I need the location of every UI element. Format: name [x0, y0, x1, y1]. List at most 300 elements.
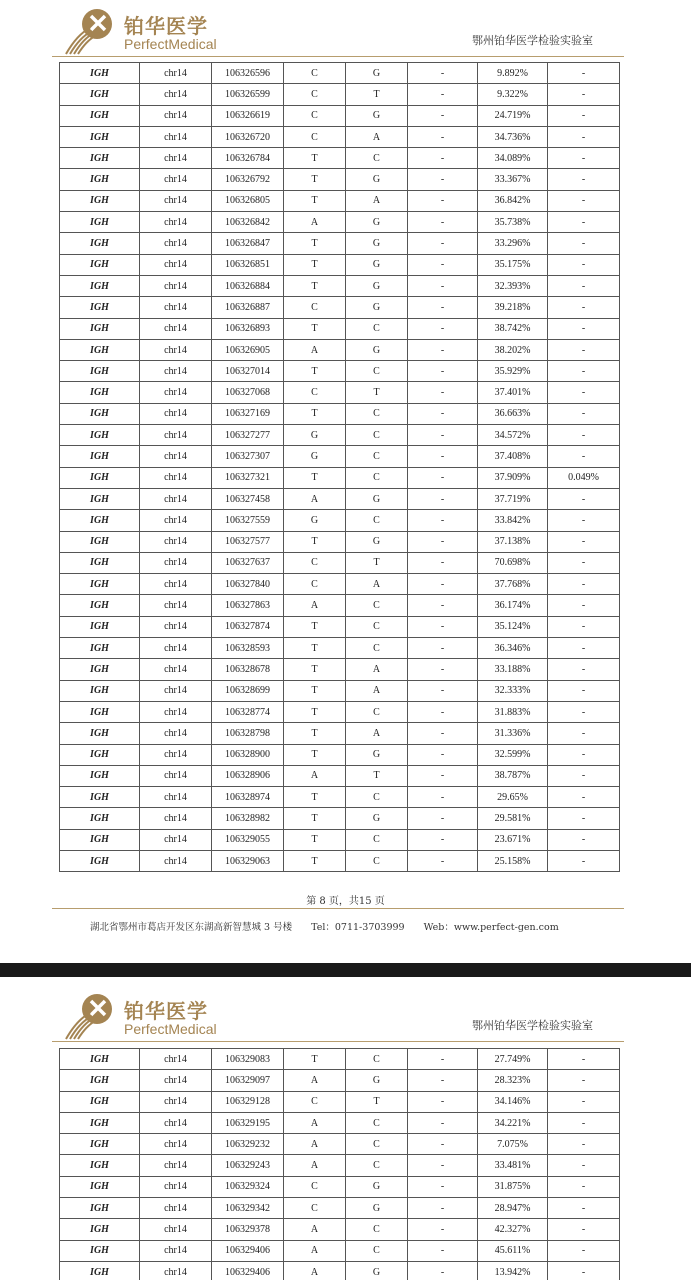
- table-row: [60, 126, 620, 147]
- ref-base-cell: C: [284, 382, 346, 403]
- annotation-cell: -: [408, 297, 478, 318]
- frequency-cell: 32.599%: [478, 744, 548, 765]
- table-row: [60, 1134, 620, 1155]
- alt-base-cell: G: [346, 1198, 408, 1219]
- annotation-cell: -: [408, 829, 478, 850]
- position-cell: 106329342: [212, 1198, 284, 1219]
- page-number: 第 8 页，共15 页: [306, 896, 385, 907]
- table-row: [60, 382, 620, 403]
- position-cell: 106328774: [212, 701, 284, 722]
- population-freq-cell: -: [548, 361, 620, 382]
- table-row: [60, 339, 620, 360]
- alt-base-cell: A: [346, 659, 408, 680]
- gene-cell: IGH: [60, 1176, 140, 1197]
- population-freq-cell: -: [548, 190, 620, 211]
- position-cell: 106327863: [212, 595, 284, 616]
- table-row: [60, 233, 620, 254]
- frequency-cell: 34.146%: [478, 1091, 548, 1112]
- gene-cell: IGH: [60, 829, 140, 850]
- ref-base-cell: C: [284, 84, 346, 105]
- gene-cell: IGH: [60, 1049, 140, 1070]
- population-freq-cell: -: [548, 297, 620, 318]
- chromosome-cell: chr14: [140, 297, 212, 318]
- chromosome-cell: chr14: [140, 510, 212, 531]
- alt-base-cell: C: [346, 829, 408, 850]
- position-cell: 106329097: [212, 1070, 284, 1091]
- table-row: [60, 105, 620, 126]
- gene-cell: IGH: [60, 510, 140, 531]
- chromosome-cell: chr14: [140, 1112, 212, 1133]
- position-cell: 106327840: [212, 574, 284, 595]
- population-freq-cell: -: [548, 1049, 620, 1070]
- population-freq-cell: -: [548, 1219, 620, 1240]
- population-freq-cell: -: [548, 84, 620, 105]
- annotation-cell: -: [408, 446, 478, 467]
- gene-cell: IGH: [60, 84, 140, 105]
- chromosome-cell: chr14: [140, 126, 212, 147]
- perfect-medical-logo-icon: [64, 991, 122, 1041]
- frequency-cell: 34.572%: [478, 425, 548, 446]
- gene-cell: IGH: [60, 105, 140, 126]
- position-cell: 106329324: [212, 1176, 284, 1197]
- population-freq-cell: -: [548, 403, 620, 424]
- alt-base-cell: G: [346, 1176, 408, 1197]
- gene-cell: IGH: [60, 1155, 140, 1176]
- gene-cell: IGH: [60, 169, 140, 190]
- table-row: [60, 63, 620, 84]
- alt-base-cell: C: [346, 1240, 408, 1261]
- gene-cell: IGH: [60, 339, 140, 360]
- frequency-cell: 33.296%: [478, 233, 548, 254]
- ref-base-cell: T: [284, 1049, 346, 1070]
- gene-cell: IGH: [60, 361, 140, 382]
- ref-base-cell: C: [284, 126, 346, 147]
- table-row: [60, 723, 620, 744]
- logo-english-name: PerfectMedical: [124, 1021, 217, 1037]
- table-row: [60, 659, 620, 680]
- alt-base-cell: C: [346, 1219, 408, 1240]
- gene-cell: IGH: [60, 1070, 140, 1091]
- frequency-cell: 13.942%: [478, 1261, 548, 1280]
- position-cell: 106326884: [212, 275, 284, 296]
- alt-base-cell: G: [346, 275, 408, 296]
- table-row: [60, 850, 620, 871]
- frequency-cell: 25.158%: [478, 850, 548, 871]
- alt-base-cell: T: [346, 382, 408, 403]
- annotation-cell: -: [408, 105, 478, 126]
- annotation-cell: -: [408, 531, 478, 552]
- gene-cell: IGH: [60, 595, 140, 616]
- population-freq-cell: -: [548, 808, 620, 829]
- table-row: [60, 148, 620, 169]
- population-freq-cell: -: [548, 126, 620, 147]
- position-cell: 106329406: [212, 1261, 284, 1280]
- ref-base-cell: T: [284, 829, 346, 850]
- frequency-cell: 36.663%: [478, 403, 548, 424]
- population-freq-cell: -: [548, 318, 620, 339]
- population-freq-cell: -: [548, 1091, 620, 1112]
- alt-base-cell: C: [346, 361, 408, 382]
- frequency-cell: 36.174%: [478, 595, 548, 616]
- gene-cell: IGH: [60, 638, 140, 659]
- gene-cell: IGH: [60, 1112, 140, 1133]
- ref-base-cell: T: [284, 190, 346, 211]
- footer-contact: [90, 919, 575, 933]
- chromosome-cell: chr14: [140, 190, 212, 211]
- table-row: [60, 680, 620, 701]
- chromosome-cell: chr14: [140, 1155, 212, 1176]
- alt-base-cell: C: [346, 446, 408, 467]
- ref-base-cell: T: [284, 616, 346, 637]
- frequency-cell: 31.883%: [478, 701, 548, 722]
- ref-base-cell: T: [284, 148, 346, 169]
- gene-cell: IGH: [60, 318, 140, 339]
- annotation-cell: -: [408, 339, 478, 360]
- population-freq-cell: -: [548, 787, 620, 808]
- gene-cell: IGH: [60, 1198, 140, 1219]
- gene-cell: IGH: [60, 148, 140, 169]
- gene-cell: IGH: [60, 701, 140, 722]
- annotation-cell: -: [408, 233, 478, 254]
- frequency-cell: 38.742%: [478, 318, 548, 339]
- ref-base-cell: T: [284, 275, 346, 296]
- alt-base-cell: G: [346, 169, 408, 190]
- position-cell: 106328699: [212, 680, 284, 701]
- gene-cell: IGH: [60, 574, 140, 595]
- frequency-cell: 23.671%: [478, 829, 548, 850]
- table-row: [60, 275, 620, 296]
- chromosome-cell: chr14: [140, 850, 212, 871]
- position-cell: 106327014: [212, 361, 284, 382]
- table-row: [60, 297, 620, 318]
- annotation-cell: -: [408, 361, 478, 382]
- alt-base-cell: C: [346, 510, 408, 531]
- alt-base-cell: A: [346, 126, 408, 147]
- footer-tel: Tel：0711-3703999: [311, 922, 405, 933]
- position-cell: 106328974: [212, 787, 284, 808]
- position-cell: 106326792: [212, 169, 284, 190]
- ref-base-cell: T: [284, 169, 346, 190]
- chromosome-cell: chr14: [140, 467, 212, 488]
- ref-base-cell: C: [284, 574, 346, 595]
- alt-base-cell: G: [346, 233, 408, 254]
- gene-cell: IGH: [60, 850, 140, 871]
- annotation-cell: -: [408, 1198, 478, 1219]
- frequency-cell: 35.124%: [478, 616, 548, 637]
- annotation-cell: -: [408, 1134, 478, 1155]
- annotation-cell: -: [408, 318, 478, 339]
- population-freq-cell: -: [548, 254, 620, 275]
- frequency-cell: 37.909%: [478, 467, 548, 488]
- annotation-cell: -: [408, 574, 478, 595]
- frequency-cell: 27.749%: [478, 1049, 548, 1070]
- gene-cell: IGH: [60, 190, 140, 211]
- ref-base-cell: A: [284, 1112, 346, 1133]
- chromosome-cell: chr14: [140, 1176, 212, 1197]
- population-freq-cell: -: [548, 680, 620, 701]
- ref-base-cell: C: [284, 63, 346, 84]
- position-cell: 106327277: [212, 425, 284, 446]
- gene-cell: IGH: [60, 254, 140, 275]
- chromosome-cell: chr14: [140, 1261, 212, 1280]
- chromosome-cell: chr14: [140, 403, 212, 424]
- population-freq-cell: -: [548, 488, 620, 509]
- table-row: [60, 616, 620, 637]
- chromosome-cell: chr14: [140, 723, 212, 744]
- population-freq-cell: -: [548, 552, 620, 573]
- annotation-cell: -: [408, 84, 478, 105]
- table-row: [60, 510, 620, 531]
- ref-base-cell: T: [284, 659, 346, 680]
- population-freq-cell: -: [548, 63, 620, 84]
- table-row: [60, 1219, 620, 1240]
- table-row: [60, 361, 620, 382]
- alt-base-cell: C: [346, 1134, 408, 1155]
- table-row: [60, 531, 620, 552]
- population-freq-cell: -: [548, 233, 620, 254]
- annotation-cell: -: [408, 616, 478, 637]
- ref-base-cell: A: [284, 1219, 346, 1240]
- frequency-cell: 45.611%: [478, 1240, 548, 1261]
- annotation-cell: -: [408, 275, 478, 296]
- company-logo: [64, 6, 224, 56]
- population-freq-cell: -: [548, 169, 620, 190]
- ref-base-cell: T: [284, 680, 346, 701]
- gene-cell: IGH: [60, 403, 140, 424]
- annotation-cell: -: [408, 595, 478, 616]
- population-freq-cell: -: [548, 595, 620, 616]
- frequency-cell: 31.875%: [478, 1176, 548, 1197]
- position-cell: 106326847: [212, 233, 284, 254]
- ref-base-cell: T: [284, 531, 346, 552]
- logo-chinese-name: 铂华医学: [124, 999, 208, 1023]
- frequency-cell: 9.892%: [478, 63, 548, 84]
- population-freq-cell: -: [548, 638, 620, 659]
- annotation-cell: -: [408, 148, 478, 169]
- frequency-cell: 38.202%: [478, 339, 548, 360]
- chromosome-cell: chr14: [140, 808, 212, 829]
- alt-base-cell: C: [346, 403, 408, 424]
- alt-base-cell: C: [346, 318, 408, 339]
- position-cell: 106327321: [212, 467, 284, 488]
- annotation-cell: -: [408, 126, 478, 147]
- ref-base-cell: T: [284, 744, 346, 765]
- ref-base-cell: C: [284, 105, 346, 126]
- position-cell: 106329378: [212, 1219, 284, 1240]
- population-freq-cell: -: [548, 425, 620, 446]
- gene-cell: IGH: [60, 467, 140, 488]
- population-freq-cell: -: [548, 510, 620, 531]
- annotation-cell: -: [408, 1112, 478, 1133]
- gene-cell: IGH: [60, 552, 140, 573]
- alt-base-cell: A: [346, 190, 408, 211]
- annotation-cell: -: [408, 169, 478, 190]
- perfect-medical-logo-icon: [64, 6, 122, 56]
- frequency-cell: 38.787%: [478, 765, 548, 786]
- table-row: [60, 425, 620, 446]
- position-cell: 106327874: [212, 616, 284, 637]
- gene-cell: IGH: [60, 1261, 140, 1280]
- gene-cell: IGH: [60, 616, 140, 637]
- company-logo: [64, 991, 224, 1041]
- gene-cell: IGH: [60, 787, 140, 808]
- lab-name: 鄂州铂华医学检验实验室: [472, 1019, 593, 1032]
- table-row: [60, 765, 620, 786]
- alt-base-cell: C: [346, 467, 408, 488]
- chromosome-cell: chr14: [140, 361, 212, 382]
- gene-cell: IGH: [60, 744, 140, 765]
- position-cell: 106329195: [212, 1112, 284, 1133]
- alt-base-cell: G: [346, 297, 408, 318]
- ref-base-cell: T: [284, 233, 346, 254]
- alt-base-cell: A: [346, 574, 408, 595]
- population-freq-cell: -: [548, 1155, 620, 1176]
- population-freq-cell: -: [548, 1261, 620, 1280]
- gene-cell: IGH: [60, 425, 140, 446]
- ref-base-cell: T: [284, 467, 346, 488]
- table-row: [60, 787, 620, 808]
- table-row: [60, 403, 620, 424]
- frequency-cell: 37.138%: [478, 531, 548, 552]
- population-freq-cell: -: [548, 616, 620, 637]
- frequency-cell: 34.221%: [478, 1112, 548, 1133]
- chromosome-cell: chr14: [140, 531, 212, 552]
- position-cell: 106326619: [212, 105, 284, 126]
- alt-base-cell: C: [346, 850, 408, 871]
- gene-cell: IGH: [60, 126, 140, 147]
- position-cell: 106326805: [212, 190, 284, 211]
- chromosome-cell: chr14: [140, 1134, 212, 1155]
- population-freq-cell: -: [548, 850, 620, 871]
- ref-base-cell: C: [284, 297, 346, 318]
- frequency-cell: 33.367%: [478, 169, 548, 190]
- alt-base-cell: T: [346, 765, 408, 786]
- frequency-cell: 33.481%: [478, 1155, 548, 1176]
- lab-name: 鄂州铂华医学检验实验室: [472, 34, 593, 47]
- frequency-cell: 37.719%: [478, 488, 548, 509]
- ref-base-cell: A: [284, 1070, 346, 1091]
- population-freq-cell: -: [548, 339, 620, 360]
- gene-cell: IGH: [60, 723, 140, 744]
- population-freq-cell: -: [548, 446, 620, 467]
- population-freq-cell: -: [548, 212, 620, 233]
- gene-cell: IGH: [60, 1240, 140, 1261]
- alt-base-cell: A: [346, 723, 408, 744]
- table-row: [60, 1176, 620, 1197]
- table-row: [60, 595, 620, 616]
- population-freq-cell: -: [548, 1176, 620, 1197]
- position-cell: 106327068: [212, 382, 284, 403]
- ref-base-cell: T: [284, 701, 346, 722]
- alt-base-cell: G: [346, 254, 408, 275]
- chromosome-cell: chr14: [140, 829, 212, 850]
- ref-base-cell: T: [284, 850, 346, 871]
- chromosome-cell: chr14: [140, 680, 212, 701]
- alt-base-cell: C: [346, 148, 408, 169]
- position-cell: 106328900: [212, 744, 284, 765]
- chromosome-cell: chr14: [140, 701, 212, 722]
- alt-base-cell: C: [346, 1112, 408, 1133]
- annotation-cell: -: [408, 808, 478, 829]
- ref-base-cell: T: [284, 318, 346, 339]
- position-cell: 106329243: [212, 1155, 284, 1176]
- alt-base-cell: G: [346, 488, 408, 509]
- position-cell: 106326596: [212, 63, 284, 84]
- chromosome-cell: chr14: [140, 233, 212, 254]
- position-cell: 106327577: [212, 531, 284, 552]
- position-cell: 106328798: [212, 723, 284, 744]
- frequency-cell: 35.929%: [478, 361, 548, 382]
- table-row: [60, 318, 620, 339]
- chromosome-cell: chr14: [140, 1240, 212, 1261]
- chromosome-cell: chr14: [140, 105, 212, 126]
- frequency-cell: 39.218%: [478, 297, 548, 318]
- gene-cell: IGH: [60, 488, 140, 509]
- ref-base-cell: C: [284, 1091, 346, 1112]
- table-row: [60, 552, 620, 573]
- gene-cell: IGH: [60, 297, 140, 318]
- chromosome-cell: chr14: [140, 1070, 212, 1091]
- ref-base-cell: T: [284, 254, 346, 275]
- logo-english-name: PerfectMedical: [124, 36, 217, 52]
- ref-base-cell: T: [284, 723, 346, 744]
- alt-base-cell: G: [346, 808, 408, 829]
- ref-base-cell: G: [284, 446, 346, 467]
- annotation-cell: -: [408, 510, 478, 531]
- header-divider: [52, 56, 624, 57]
- ref-base-cell: T: [284, 361, 346, 382]
- ref-base-cell: C: [284, 1176, 346, 1197]
- frequency-cell: 36.346%: [478, 638, 548, 659]
- table-row: [60, 808, 620, 829]
- table-row: [60, 467, 620, 488]
- table-row: [60, 190, 620, 211]
- ref-base-cell: A: [284, 595, 346, 616]
- position-cell: 106329232: [212, 1134, 284, 1155]
- ref-base-cell: C: [284, 552, 346, 573]
- alt-base-cell: T: [346, 1091, 408, 1112]
- gene-cell: IGH: [60, 531, 140, 552]
- position-cell: 106328678: [212, 659, 284, 680]
- gene-cell: IGH: [60, 275, 140, 296]
- chromosome-cell: chr14: [140, 339, 212, 360]
- annotation-cell: -: [408, 254, 478, 275]
- table-row: [60, 829, 620, 850]
- footer-divider: [52, 908, 624, 909]
- gene-cell: IGH: [60, 1091, 140, 1112]
- table-row: [60, 638, 620, 659]
- frequency-cell: 7.075%: [478, 1134, 548, 1155]
- chromosome-cell: chr14: [140, 744, 212, 765]
- alt-base-cell: G: [346, 63, 408, 84]
- population-freq-cell: -: [548, 1112, 620, 1133]
- annotation-cell: -: [408, 638, 478, 659]
- alt-base-cell: C: [346, 787, 408, 808]
- chromosome-cell: chr14: [140, 552, 212, 573]
- annotation-cell: -: [408, 212, 478, 233]
- chromosome-cell: chr14: [140, 84, 212, 105]
- table-row: [60, 254, 620, 275]
- population-freq-cell: 0.049%: [548, 467, 620, 488]
- population-freq-cell: -: [548, 829, 620, 850]
- annotation-cell: -: [408, 1261, 478, 1280]
- chromosome-cell: chr14: [140, 765, 212, 786]
- alt-base-cell: A: [346, 680, 408, 701]
- chromosome-cell: chr14: [140, 63, 212, 84]
- frequency-cell: 29.581%: [478, 808, 548, 829]
- position-cell: 106329063: [212, 850, 284, 871]
- population-freq-cell: -: [548, 105, 620, 126]
